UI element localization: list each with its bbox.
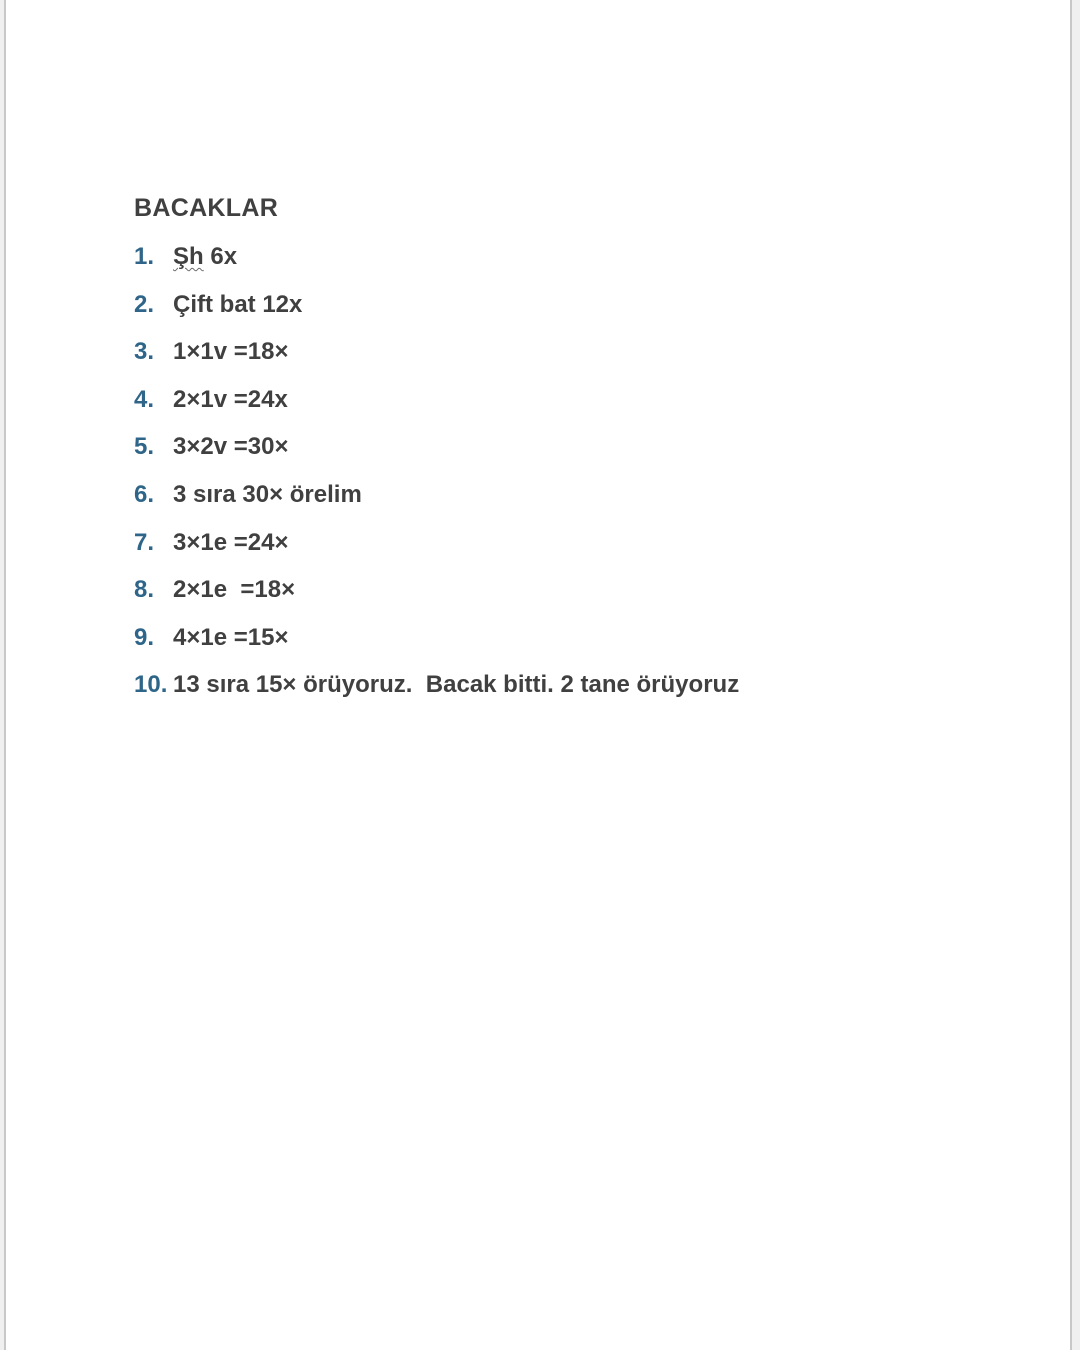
list-text: Çift bat 12x (173, 290, 303, 318)
list-item (134, 383, 739, 431)
instruction-list (134, 240, 739, 716)
list-text: 3×1e =24× (173, 528, 289, 556)
list-number: 4. (134, 385, 155, 413)
list-number: 3. (134, 338, 155, 366)
page-heading: BACAKLAR (134, 194, 279, 222)
list-text: 1×1v =18× (173, 338, 289, 366)
list-text: 13 sıra 15× örüyoruz. Bacak bitti. 2 tane örüyoruz (173, 671, 740, 699)
list-item (134, 621, 739, 669)
list-item (134, 526, 739, 574)
list-text: 3×2v =30× (173, 433, 289, 461)
list-text (173, 240, 237, 288)
list-number: 7. (134, 528, 155, 556)
list-number: 1. (134, 243, 155, 270)
list-number: 9. (134, 623, 155, 651)
list-number: 6. (134, 480, 155, 508)
list-item (134, 335, 739, 383)
list-text: 2×1v =24x (173, 385, 288, 413)
list-item (134, 240, 739, 288)
list-item (134, 478, 739, 526)
list-number: 10. (134, 671, 168, 699)
list-text: 4×1e =15× (173, 623, 289, 651)
list-text: 3 sıra 30× örelim (173, 480, 362, 508)
list-item (134, 288, 739, 336)
spellcheck-word: Şh (173, 243, 204, 270)
list-item (134, 573, 739, 621)
list-number: 5. (134, 433, 155, 461)
list-text: 2×1e =18× (173, 576, 296, 604)
list-item (134, 430, 739, 478)
list-item (134, 668, 739, 716)
list-number: 8. (134, 576, 155, 604)
list-text-rest: 6x (203, 243, 238, 270)
document-page (4, 0, 1072, 1350)
list-number: 2. (134, 290, 155, 318)
